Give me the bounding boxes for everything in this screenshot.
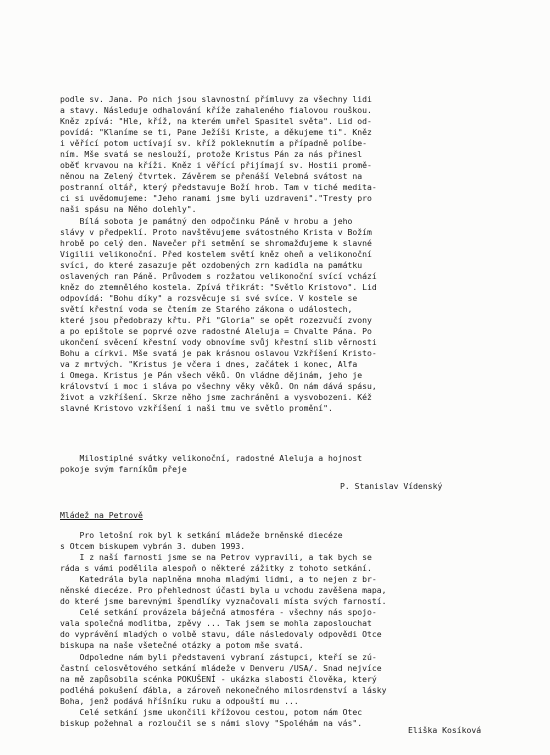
signature-author: Eliška Kosíková bbox=[408, 725, 482, 735]
text-line: na mě zapůsobila scénka POKUŠENÍ - ukázka slabosti člověka, který bbox=[60, 673, 377, 684]
text-line: do vyprávění mladých o volbě stavu, dále následovaly odpovědi Otce bbox=[60, 629, 382, 640]
text-line: Celé setkání jsme ukončili křížovou cestou, potom nám Otec bbox=[60, 706, 363, 717]
text-line: něnou na Zelený čtvrtek. Závěrem se přenáší Velebná svátost na bbox=[60, 171, 363, 182]
text-line: ním. Mše svatá se neslouží, protože Kristus Pán za nás přinesl bbox=[60, 149, 363, 160]
text-line: oběť krvavou na kříži. Kněz i věřící přijímají sv. Hostii promě- bbox=[60, 160, 372, 171]
text-line: Milostiplné svátky velikonoční, radostné Aleluja a hojnost bbox=[60, 453, 363, 463]
text-line: hrobě po celý den. Navečer při setmění se shromažďujeme k slavné bbox=[60, 237, 372, 248]
text-line: Pro letošní rok byl k setkání mládeže brněnské diecéze bbox=[60, 530, 343, 540]
text-line: Kněz zpívá: "Hle, kříž, na kterém umřel Spasitel světa". Lid od- bbox=[60, 116, 372, 127]
text-line: život a vzkříšení. Skrze něho jsme zachráněni a vysvobozeni. Kéž bbox=[60, 392, 372, 403]
text-line: podléhá pokušení ďábla, a zároveň nekonečného milosrdenství a lásky bbox=[60, 684, 387, 695]
easter-greeting bbox=[60, 453, 500, 475]
text-line: I z naší farnosti jsme se na Petrov vypravili, a tak bych se bbox=[60, 552, 372, 563]
text-line: častní celosvětového setkání mládeže v Denveru /USA/. Snad nejvíce bbox=[60, 662, 382, 673]
text-line: něnské diecéze. Pro přehlednost účasti byla u vchodu zavěšena mapa, bbox=[60, 585, 387, 596]
text-line: i Omega. Kristus je Pán všech věků. On vládne dějinám, jeho je bbox=[60, 370, 363, 381]
text-line: biskup požehnal a rozloučil se s námi slovy "Spoléhám na vás". bbox=[60, 717, 363, 728]
text-line: Bílá sobota je památný den odpočinku Páně v hrobu a jeho bbox=[60, 215, 353, 226]
text-line: Vigilii velikonoční. Před kostelem světí kněz oheň a velikonoční bbox=[60, 248, 372, 259]
text-line: vala společná modlitba, zpěvy ... Tak jsem se mohla zaposlouchat bbox=[60, 618, 372, 629]
text-line: ukončení svěcení křestní vody obnovíme svůj křestní slib věrnosti bbox=[60, 337, 377, 348]
text-line: odpovídá: "Bohu díky" a rozsvěcuje si své svíce. V kostele se bbox=[60, 292, 358, 303]
text-line: které jsou předobrazy křtu. Při "Gloria" se opět rozezvučí zvony bbox=[60, 314, 372, 325]
text-line: biskupa na naše všetečné otázky a potom mše svatá. bbox=[60, 640, 304, 651]
text-line: slavné Kristovo vzkříšení i naši tmu ve světlo promění". bbox=[60, 403, 333, 414]
youth-meeting-text bbox=[60, 530, 500, 729]
text-line: ci si uvědomujeme: "Jeho ranami jsme byli uzdraveni"."Tresty pro bbox=[60, 193, 372, 204]
text-line: Odpoledne nám byli představeni vybraní zástupci, kteří se zú- bbox=[60, 651, 377, 662]
text-line: oslavených ran Páně. Průvodem s rozžatou velikonoční svící vchází bbox=[60, 270, 377, 281]
text-line: ráda s vámi podělila alespoň o některé zážitky z tohoto setkání. bbox=[60, 563, 372, 574]
text-line: s Otcem biskupem vybrán 3. duben 1993. bbox=[60, 541, 246, 552]
section-heading: Mládež na Petrově bbox=[60, 510, 143, 520]
text-line: Celé setkání provázela báječná atmosféra - všechny nás spojo- bbox=[60, 607, 377, 618]
text-line: světí křestní voda se čtením ze Starého zákona o událostech, bbox=[60, 303, 353, 314]
text-line: a stavy. Následuje odhalování kříže zahaleného fialovou rouškou. bbox=[60, 105, 372, 116]
text-line: povídá: "Klaníme se ti, Pane Ježíši Kriste, a děkujeme ti". Kněz bbox=[60, 127, 372, 138]
text-line: kněz do ztemnělého kostela. Zpívá třikrát: "Světlo Kristovo". Lid bbox=[60, 281, 377, 292]
text-line: postranní oltář, který představuje Boží hrob. Tam v tiché medita- bbox=[60, 182, 377, 193]
text-line: do které jsme barevnými špendlíky vyznačovali místa svých farností. bbox=[60, 596, 387, 607]
easter-liturgy-text bbox=[60, 94, 500, 414]
signature-priest: P. Stanislav Vídenský bbox=[340, 481, 443, 491]
text-line: slávy v předpeklí. Proto navštěvujeme svátostného Krista v Božím bbox=[60, 226, 372, 237]
text-line: svíci, do které zasazuje pět ozdobených zrn kadidla na památku bbox=[60, 259, 363, 270]
text-line: Katedrála byla naplněna mnoha mladými lidmi, a to nejen z br- bbox=[60, 574, 377, 585]
text-line: Boha, jenž podává hříšníku ruku a odpouští mu ... bbox=[60, 695, 299, 706]
text-line: i věřící potom uctívají sv. kříž pokleknutím a případně políbe- bbox=[60, 138, 367, 149]
text-line: naši spásu na Něho dolehly". bbox=[60, 204, 197, 215]
text-line: Bohu a církvi. Mše svatá je pak krásnou oslavou Vzkříšení Kristo- bbox=[60, 348, 377, 359]
text-line: va z mrtvých. "Kristus je včera i dnes, začátek i konec, Alfa bbox=[60, 359, 358, 370]
text-line: království i moc i sláva po všechny věky věků. On nám dává spásu, bbox=[60, 381, 377, 392]
text-line: a po epištole se poprvé ozve radostné Aleluja = Chvalte Pána. Po bbox=[60, 325, 372, 336]
text-line: pokoje svým farníkům přeje bbox=[60, 464, 187, 475]
text-line: podle sv. Jana. Po nich jsou slavnostní přímluvy za všechny lidi bbox=[60, 94, 372, 104]
